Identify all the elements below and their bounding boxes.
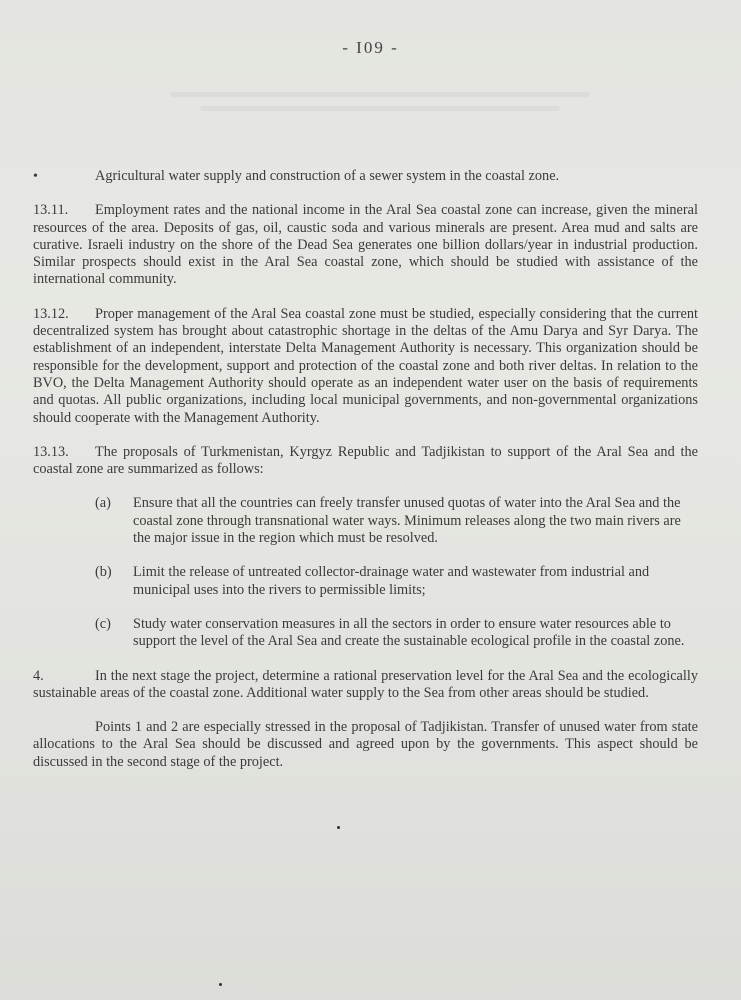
paragraph-text: In the next stage the project, determine a rational preservation level for the Aral Sea and the ecologically sustainable areas of the coastal zone. Additional water supply to the Sea from other areas should be studied. <box>33 667 698 701</box>
paragraph-number: 13.12. <box>33 305 69 322</box>
list-item-text: Ensure that all the countries can freely transfer unused quotas of water into the Aral Sea and the coastal zone through transnational water ways. Minimum releases along the two main rivers are the major issue in the region which must be resolved. <box>133 495 681 547</box>
bullet-text: Agricultural water supply and construction of a sewer system in the coastal zone. <box>95 168 560 184</box>
paragraph-number: 4. <box>33 667 44 684</box>
stray-mark <box>337 826 340 829</box>
stray-mark <box>219 983 222 986</box>
list-item-label: (b) <box>95 564 112 581</box>
closing-paragraph <box>33 719 698 771</box>
paragraph-text: Points 1 and 2 are especially stressed in the proposal of Tadjikistan. Transfer of unused water from state allocations to the Aral Sea should be discussed and agreed upon by the governments. This aspect should be discussed in the second stage of the project. <box>33 719 698 770</box>
list-item-label: (a) <box>95 495 111 512</box>
list-item-text: Study water conservation measures in all the sectors in order to ensure water resources able to support the level of the Aral Sea and create the sustainable ecological profile in the coastal zone. <box>133 615 685 650</box>
bleed-through-line <box>170 92 590 97</box>
bullet-symbol: • <box>33 169 38 184</box>
list-item-b <box>95 564 698 599</box>
document-body <box>33 168 698 788</box>
paragraph-number: 13.11. <box>33 202 69 219</box>
paragraph-number: 13.13. <box>33 443 69 460</box>
paragraph-13-12 <box>33 306 698 427</box>
page-number: - I09 - <box>342 38 399 57</box>
paragraph-13-11 <box>33 202 698 288</box>
bleed-through-line <box>200 106 560 111</box>
list-item-text: Limit the release of untreated collector-drainage water and wastewater from industrial and municipal uses into the rivers to permissible limits; <box>133 564 650 598</box>
list-item-label: (c) <box>95 615 111 632</box>
list-item-a <box>95 495 698 547</box>
bullet-item <box>33 168 698 185</box>
paragraph-text: The proposals of Turkmenistan, Kyrgyz Republic and Tadjikistan to support of the Aral Sea and the coastal zone are summarized as follows: <box>33 443 698 478</box>
paragraph-4 <box>33 668 698 703</box>
list-item-c <box>95 616 698 651</box>
paragraph-text: Employment rates and the national income in the Aral Sea coastal zone can increase, given the mineral resources of the area. Deposits of gas, oil, caustic soda and various minerals are present. Area mud and salts are curative. Israeli industry on the shore of the Dead Sea generates one billion dollars/year in industrial production. Similar prospects should exist in the Aral Sea coastal zone, which should be studied with assistance of the international community. <box>33 202 698 288</box>
paragraph-13-13 <box>33 444 698 479</box>
paragraph-text: Proper management of the Aral Sea coastal zone must be studied, especially considering that the current decentralized system has brought about catastrophic shortage in the deltas of the Amu Darya and Syr Darya. The establishment of an independent, interstate Delta Management Authority is necessary. This organization should be responsible for the development, support and protection of the coastal zone and both river deltas. In relation to the BVO, the Delta Management Authority should operate as an independent water user on the basis of requirements and quotas. All public organizations, including local municipal governments, and non-governmental organizations should cooperate with the Management Authority. <box>33 305 698 426</box>
